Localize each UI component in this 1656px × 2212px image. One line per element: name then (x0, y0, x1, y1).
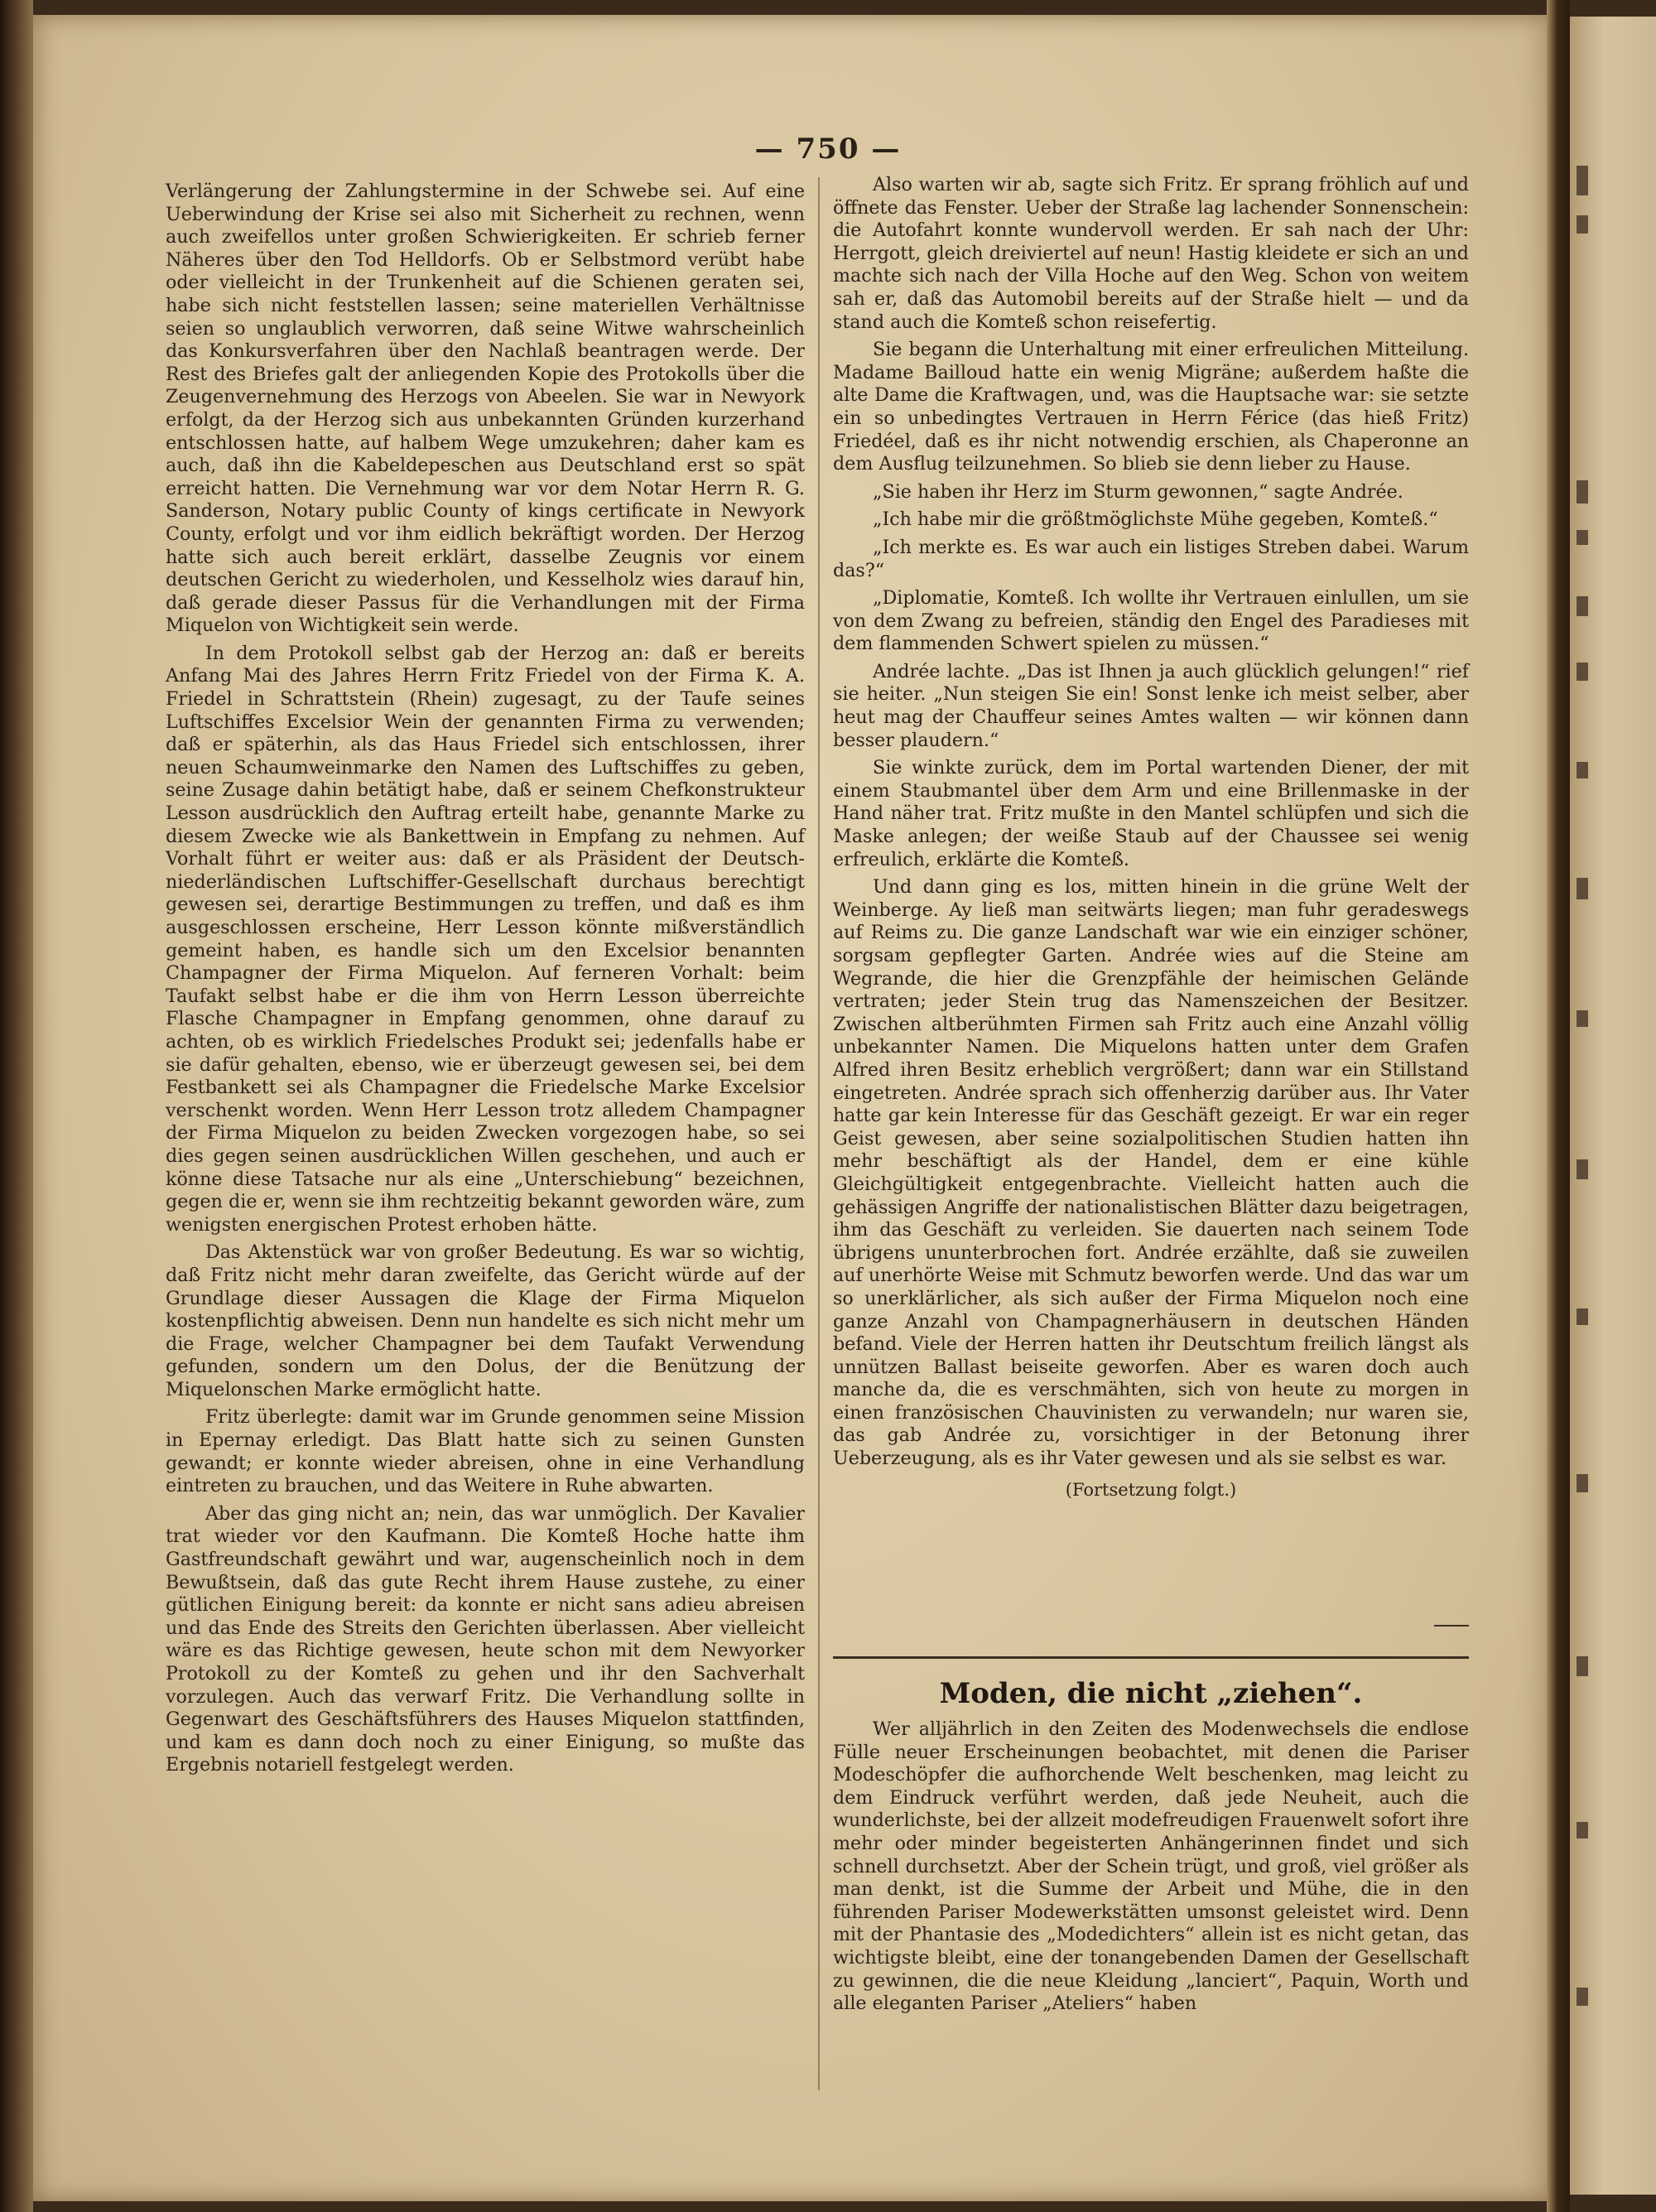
paragraph: Aber das ging nicht an; nein, das war unmöglich. Der Kavalier trat wieder vor den Kaufmann. Die Komteß Hoche hatte ihm Gastfreundschaft gewährt und war, augenscheinlich noch in dem Bewußtsein, daß das gute Recht ihrem Hause zustehe, zu einer gütlichen Einigung bereit: da konnte er nicht sans adieu abreisen und das Ende des Streits den Gerichten überlassen. Aber vielleicht wäre es das Richtige gewesen, heute schon mit dem Newyorker Protokoll zu der Komteß zu gehen und ihr den Sachverhalt vorzulegen. Auch das verwarf Fritz. Die Verhandlung sollte in Gegenwart des Geschäftsführers des Hauses Miquelon stattfinden, und kam es dann doch noch zu einer Einigung, so mußte das Ergebnis notariell festgelegt werden. (166, 1502, 805, 1776)
book-gutter (1547, 0, 1570, 2212)
paragraph: Fritz überlegte: damit war im Grunde genommen seine Mission in Epernay erledigt. Das Blatt hatte sich zu seinen Gunsten gewandt; er konnte wieder abreisen, ohne in eine Verhandlung eintreten zu brauchen, und das Weitere in Ruhe abwarten. (166, 1406, 805, 1497)
adjacent-text-fragment (1577, 596, 1588, 616)
paragraph: Andrée lachte. „Das ist Ihnen ja auch glücklich gelungen!“ rief sie heiter. „Nun steigen Sie ein! Sonst lenke ich meist selber, aber heut mag der Chauffeur seines Amtes walten — wir können dann besser plaudern.“ (833, 660, 1469, 751)
section-divider (833, 1656, 1469, 1659)
adjacent-text-fragment (1577, 1010, 1588, 1027)
article-body (833, 1718, 1469, 2016)
end-mark (1434, 1625, 1469, 1626)
paragraph: In dem Protokoll selbst gab der Herzog an: daß er bereits Anfang Mai des Jahres Herrn Fritz Friedel von der Firma K. A. Friedel in Schrattstein (Rhein) zugesagt, zu der Taufe seines Luftschiffes Excelsior Wein der genannten Firma zu verwenden; daß er späterhin, als das Haus Friedel sich entschlossen, ihrer neuen Schaumweinmarke den Namen des Luftschiffes zu geben, seine Zusage dahin betätigt habe, daß er seinem Chefkonstrukteur Lesson ausdrücklich den Auftrag erteilt habe, genannte Marke zu diesem Zwecke wie als Bankettwein in Empfang zu nehmen. Auf Vorhalt führt er weiter aus: daß er als Präsident der Deutsch-niederländischen Luftschiffer-Gesellschaft durchaus berechtigt gewesen sei, derartige Bestimmungen zu treffen, und daß es ihm ausgeschlossen erscheine, Herr Lesson könnte mißverständlich gemeint haben, es handle sich um den Excelsior benannten Champagner der Firma Miquelon. Auf ferneren Vorhalt: beim Taufakt selbst habe er die ihm von Herrn Lesson überreichte Flasche Champagner in Empfang genommen, ohne darauf zu achten, ob es wirklich Friedelsches Produkt sei; jedenfalls habe er sie dafür gehalten, ebenso, wie er überzeugt gewesen sei, bei dem Festbankett sei als Champagner die Friedelsche Marke Excelsior verschenkt worden. Wenn Herr Lesson trotz alledem Champagner der Firma Miquelon zu beiden Zwecken vorgezogen habe, so sei dies gegen seinen ausdrücklichen Willen geschehen, und auch er könne diese Tatsache nur als eine „Unterschiebung“ bezeichnen, gegen die er, wenn sie ihm rechtzeitig bekannt geworden wäre, zum wenigsten energischen Protest erhoben hätte. (166, 642, 805, 1236)
adjacent-text-fragment (1577, 1822, 1588, 1839)
paragraph: Sie begann die Unterhaltung mit einer erfreulichen Mitteilung. Madame Bailloud hatte ein wenig Migräne; außerdem haßte die alte Dame die Kraftwagen, und, was die Hauptsache war: sie setzte ein so unbedingtes Vertrauen in Herrn Férice (das hieß Fritz) Friedéel, daß es ihr nicht notwendig erschien, als Chaperonne an dem Ausflug teilzunehmen. So blieb sie denn lieber zu Hause. (833, 339, 1469, 475)
paragraph: „Ich habe mir die größtmöglichste Mühe gegeben, Komteß.“ (873, 508, 1438, 531)
paragraph: Wer alljährlich in den Zeiten des Modenwechsels die endlose Fülle neuer Erscheinungen beobachtet, mit denen die Pariser Modeschöpfer die aufhorchende Welt beschenken, mag leicht zu dem Eindruck verführt werden, daß jede Neuheit, auch die wunderlichste, bei der allzeit modefreudigen Frauenwelt sofort ihre mehr oder minder begeisterten Anhängerinnen findet und sich schnell durchsetzt. Aber der Schein trügt, und groß, viel größer als man denkt, ist die Summe der Arbeit und Mühe, die in den führenden Pariser Modewerkstätten umsonst geleistet wird. Denn mit der Phantasie des „Modedichters“ allein ist es nicht getan, das wichtigste bleibt, eine der tonangebenden Damen der Gesellschaft zu gewinnen, die die neue Kleidung „lanciert“, Paquin, Worth und alle eleganten Pariser „Ateliers“ haben (833, 1718, 1469, 2015)
column-divider (818, 177, 820, 2090)
adjacent-text-fragment (1577, 215, 1588, 234)
adjacent-text-fragment (1577, 1308, 1588, 1325)
adjacent-text-fragment (1577, 663, 1588, 681)
adjacent-text-fragment (1577, 1159, 1588, 1179)
continuation-note: (Fortsetzung folgt.) (1065, 1479, 1237, 1500)
paragraph: „Diplomatie, Komteß. Ich wollte ihr Vertrauen einlullen, um sie von dem Zwang zu befreien, ständig den Engel des Paradieses mit dem flammenden Schwert spielen zu müssen.“ (833, 587, 1469, 655)
adjacent-text-fragment (1577, 166, 1588, 195)
adjacent-text-fragment (1577, 530, 1588, 545)
paragraph: Das Aktenstück war von großer Bedeutung. Es war so wichtig, daß Fritz nicht mehr daran zweifelte, das Gericht würde auf der Grundlage dieser Aussagen die Klage der Firma Miquelon kostenpflichtig abweisen. Denn nun handelte es sich nicht mehr um die Frage, welcher Champagner bei dem Taufakt Verwendung gefunden, sondern um den Dolus, der die Benützung der Miquelonschen Marke ermöglicht hatte. (166, 1241, 805, 1400)
paragraph: Sie winkte zurück, dem im Portal wartenden Diener, der mit einem Staubmantel über dem Arm und eine Brillenmaske in der Hand näher trat. Fritz mußte in den Mantel schlüpfen und sich die Maske anlegen; der weiße Staub auf der Chaussee sei wenig erfreulich, erklärte die Komteß. (833, 757, 1469, 870)
adjacent-text-fragment (1577, 1988, 1588, 2006)
paragraph: Verlängerung der Zahlungstermine in der Schwebe sei. Auf eine Ueberwindung der Krise sei also mit Sicherheit zu rechnen, wenn auch zweifellos unter großen Schwierigkeiten. Er schrieb ferner Näheres über den Tod Helldorfs. Ob er Selbstmord verübt habe oder vielleicht in der Trunkenheit auf die Schienen geraten sei, habe sich nicht feststellen lassen; seine materiellen Verhältnisse seien so unglaublich verworren, daß seine Witwe wahrscheinlich das Konkursverfahren über den Nachlaß beantragen werde. Der Rest des Briefes galt der anliegenden Kopie des Protokolls über die Zeugenvernehmung des Herzogs von Abeelen. Sie war in Newyork erfolgt, da der Herzog sich aus unbekannten Gründen kurzerhand entschlossen hatte, auf halbem Wege umzukehren; daher kam es auch, daß ihn die Kabeldepeschen aus Deutschland erst so spät erreicht hatten. Die Vernehmung war vor dem Notar Herrn R. G. Sanderson, Notary public County of kings certificate in Newyork County, erfolgt und vor ihm eidlich bekräftigt worden. Der Herzog hatte sich auch bereit erklärt, dasselbe Zeugnis vor einem deutschen Gericht zu wiederholen, und Kesselholz wies darauf hin, daß gerade dieser Passus für die Verhandlungen mit der Firma Miquelon von Wichtigkeit sein werde. (166, 181, 805, 637)
paragraph: „Sie haben ihr Herz im Sturm gewonnen,“ sagte Andrée. (873, 480, 1403, 503)
paragraph: Und dann ging es los, mitten hinein in die grüne Welt der Weinberge. Ay ließ man seitwärts liegen; man fuhr geradeswegs auf Reims zu. Die ganze Landschaft war wie ein einziger schöner, sorgsam gepflegter Garten. Andrée wies auf die Steine am Wegrande, die hier die Grenzpfähle der heimischen Gelände vertraten; jeder Stein trug das Namenszeichen der Besitzer. Zwischen altberühmten Firmen sah Fritz auch eine Anzahl völlig unbekannter Namen. Die Miquelons hatten unter dem Grafen Alfred ihren Besitz erheblich vergrößert; dann war ein Stillstand eingetreten. Andrée sprach sich offenherzig darüber aus. Ihr Vater hatte gar kein Interesse für das Geschäft gezeigt. Er war ein reger Geist gewesen, aber seine sozialpolitischen Studien hatten ihn mehr beschäftigt als der Handel, dem er eine kühle Gleichgültigkeit entgegenbrachte. Vielleicht hatten auch die gehässigen Angriffe der nationalistischen Blätter dazu beigetragen, ihm das Geschäft zu verleiden. Sie dauerten nach seinem Tode übrigens ununterbrochen fort. Andrée erzählte, daß sie zuweilen auf unerhörte Weise mit Schmutz beworfen werde. Und das war um so unerklärlicher, als sich außer der Firma Miquelon noch eine ganze Anzahl von Champagnerhäusern in deutschen Händen befand. Viele der Herren hatten ihr Deutschtum freilich längst als unnützen Ballast beiseite geworfen. Aber es waren doch auch manche da, die es verschmähten, sich von heute zu morgen in einen französischen Chauvinisten zu verwandeln; nur waren sie, das gab Andrée zu, vorsichtiger in der Betonung ihrer Ueberzeugung, als es ihr Vater gewesen und als sie selbst es war. (833, 876, 1469, 1470)
page-number: — 750 — (754, 133, 902, 166)
paragraph: „Ich merkte es. Es war auch ein listiges Streben dabei. Warum das?“ (833, 536, 1469, 581)
right-column (833, 174, 1469, 1501)
adjacent-text-fragment (1577, 1474, 1588, 1492)
adjacent-text-fragment (1577, 480, 1588, 504)
adjacent-text-fragment (1577, 762, 1588, 778)
adjacent-page-edge (1570, 17, 1656, 2195)
article-title: Moden, die nicht „ziehen“. (939, 1677, 1363, 1710)
left-column (166, 181, 805, 1777)
paragraph: Also warten wir ab, sagte sich Fritz. Er sprang fröhlich auf und öffnete das Fenster. Ueber der Straße lag lachender Sonnenschein: die Autofahrt konnte wundervoll werden. Er sah nach der Uhr: Herrgott, gleich dreiviertel auf neun! Hastig kleidete er sich an und machte sich nach der Villa Hoche auf den Weg. Schon von weitem sah er, daß das Automobil bereits auf der Straße hielt — und da stand auch die Komteß schon reisefertig. (833, 174, 1469, 333)
book-spine-left (0, 0, 33, 2212)
adjacent-text-fragment (1577, 878, 1588, 899)
adjacent-text-fragment (1577, 1656, 1588, 1676)
